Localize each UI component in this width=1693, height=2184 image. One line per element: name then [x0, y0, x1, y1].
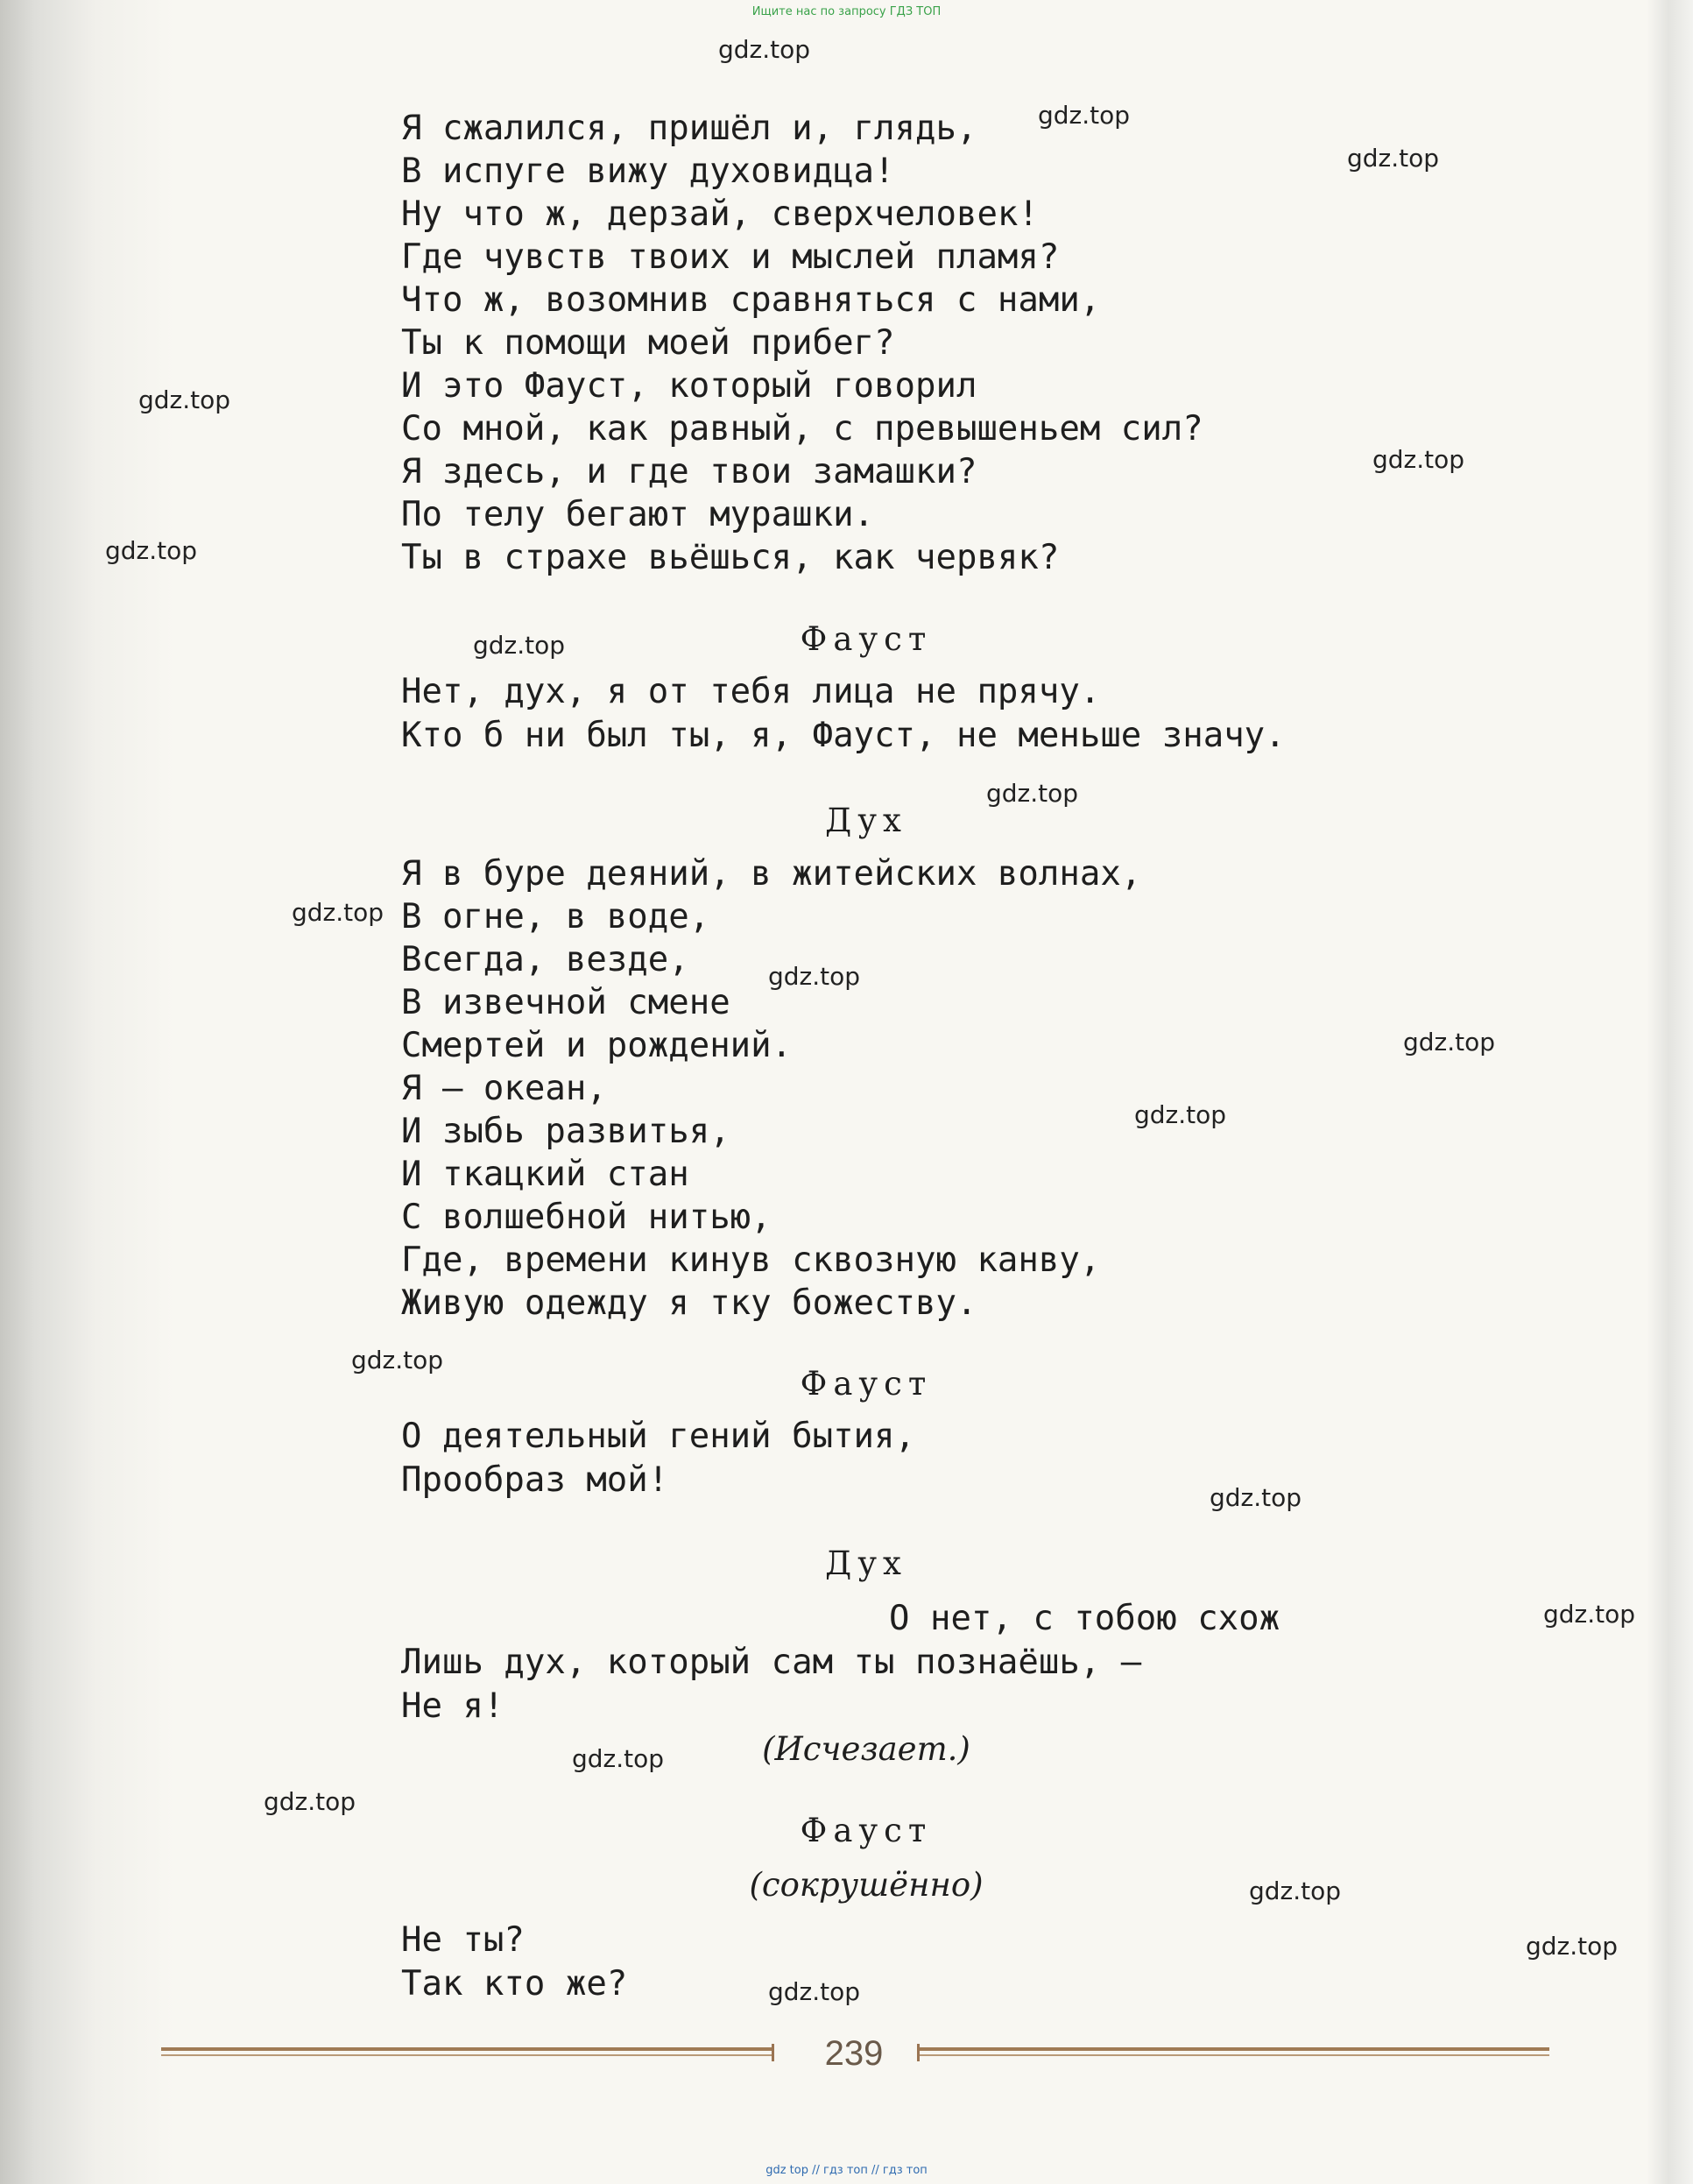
verse-line: Я — океан, [401, 1069, 607, 1108]
watermark: gdz.top [264, 1787, 356, 1816]
verse-line: Нет, дух, я от тебя лица не прячу. [401, 672, 1101, 711]
verse-line: Кто б ни был ты, я, Фауст, не меньше значу. [401, 716, 1286, 755]
watermark: gdz.top [718, 35, 811, 64]
verse-line: В огне, в воде, [401, 897, 710, 937]
watermark: gdz.top [351, 1346, 444, 1375]
speaker-name: Дух [825, 802, 907, 839]
watermark: gdz.top [1347, 144, 1440, 173]
verse-line: Не ты? [401, 1920, 525, 1960]
verse-line: В испуге вижу духовидца! [401, 152, 895, 191]
verse-line: Где чувств твоих и мыслей пламя? [401, 237, 1060, 277]
page-number: 239 [824, 2034, 884, 2073]
verse-line: Смертей и рождений. [401, 1026, 793, 1065]
top-banner: Ищите нас по запросу ГДЗ ТОП [751, 5, 942, 18]
speaker-name: Фауст [800, 1812, 933, 1849]
rule-stroke [917, 2047, 1549, 2051]
verse-line: Лишь дух, который сам ты познаёшь, — [401, 1643, 1142, 1682]
watermark: gdz.top [1403, 1028, 1496, 1057]
verse-line: Я в буре деяний, в житейских волнах, [401, 854, 1142, 894]
verse-line: Что ж, возомнив сравняться с нами, [401, 280, 1101, 320]
verse-line: И это Фауст, который говорил [401, 366, 977, 406]
rule-stroke [917, 2054, 1549, 2056]
watermark: gdz.top [768, 1977, 861, 2006]
watermark: gdz.top [572, 1744, 665, 1773]
watermark: gdz.top [292, 898, 384, 927]
verse-line: Ну что ж, дерзай, сверхчеловек! [401, 194, 1039, 234]
watermark: gdz.top [1372, 445, 1465, 474]
watermark: gdz.top [105, 536, 198, 565]
watermark: gdz.top [986, 779, 1079, 808]
verse-line: Где, времени кинув сквозную канву, [401, 1240, 1101, 1280]
verse-line: О нет, с тобою схож [889, 1599, 1280, 1638]
verse-line: Прообраз мой! [401, 1460, 669, 1500]
verse-line: Ты к помощи моей прибег? [401, 323, 895, 363]
rule-stroke [161, 2047, 774, 2051]
verse-line: Я сжалился, пришёл и, глядь, [401, 109, 977, 148]
speaker-name: Фауст [800, 620, 933, 658]
rule-stroke [161, 2054, 774, 2056]
rule-cap [772, 2044, 774, 2061]
footer-rule-left [161, 2047, 774, 2058]
footer-rule-right [917, 2047, 1549, 2058]
verse-line: Ты в страхе вьёшься, как червяк? [401, 538, 1060, 577]
verse-line: С волшебной нитью, [401, 1198, 772, 1237]
verse-line: Живую одежду я тку божеству. [401, 1283, 977, 1323]
rule-cap [917, 2044, 920, 2061]
watermark: gdz.top [1210, 1483, 1302, 1512]
watermark: gdz.top [1543, 1600, 1636, 1629]
stage-direction [0, 1730, 1693, 1768]
footer-banner: gdz top // гдз топ // гдз топ [765, 2164, 928, 2177]
verse-line: О деятельный гений бытия, [401, 1417, 915, 1456]
watermark: gdz.top [138, 385, 231, 414]
watermark: gdz.top [1526, 1932, 1619, 1961]
verse-line: Я здесь, и где твои замашки? [401, 452, 977, 491]
watermark: gdz.top [1038, 101, 1131, 130]
stage-direction-text: (Исчезает.) [762, 1730, 970, 1768]
watermark: gdz.top [473, 631, 566, 660]
watermark: gdz.top [1249, 1877, 1342, 1905]
verse-line: Так кто же? [401, 1964, 628, 2004]
verse-line: Со мной, как равный, с превышеньем сил? [401, 409, 1203, 449]
speaker-name: Фауст [800, 1365, 933, 1403]
speaker-name: Дух [825, 1544, 907, 1582]
watermark: gdz.top [768, 962, 861, 991]
stage-direction-text: (сокрушённо) [749, 1866, 984, 1904]
verse-line: И ткацкий стан [401, 1155, 689, 1194]
verse-line: В извечной смене [401, 983, 730, 1022]
verse-line: По телу бегают мурашки. [401, 495, 875, 534]
watermark: gdz.top [1134, 1100, 1227, 1129]
stage-direction [0, 1866, 1693, 1904]
verse-line: И зыбь развитья, [401, 1112, 730, 1151]
verse-line: Не я! [401, 1686, 504, 1726]
verse-line: Всегда, везде, [401, 940, 689, 979]
